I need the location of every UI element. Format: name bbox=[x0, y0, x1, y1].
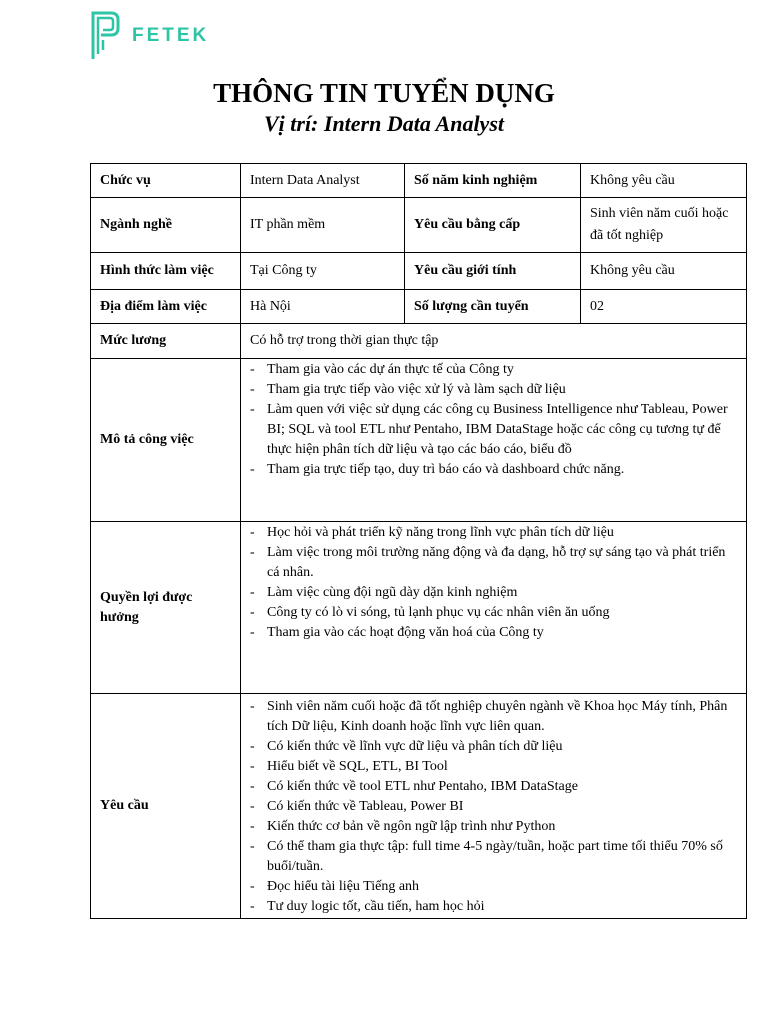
list-item: - Kiến thức cơ bản về ngôn ngữ lập trình như Python bbox=[250, 817, 737, 837]
list-item: - Có kiến thức về tool ETL như Pentaho, IBM DataStage bbox=[250, 777, 737, 797]
job-info-table bbox=[90, 163, 747, 919]
requirements-list bbox=[250, 697, 737, 917]
list-item: - Có kiến thức về lĩnh vực dữ liệu và phân tích dữ liệu bbox=[250, 737, 737, 757]
gender-label: Yêu cầu giới tính bbox=[405, 253, 581, 290]
list-item: - Làm việc trong môi trường năng động và đa dạng, hỗ trợ sự sáng tạo và phát triển cá nhân. bbox=[250, 543, 737, 583]
gender-value: Không yêu cầu bbox=[581, 253, 747, 290]
list-item: - Tư duy logic tốt, cầu tiến, ham học hỏi bbox=[250, 897, 737, 917]
benefits-cell bbox=[241, 522, 747, 694]
page-title: THÔNG TIN TUYỂN DỤNG bbox=[213, 78, 555, 108]
experience-label: Số năm kinh nghiệm bbox=[405, 164, 581, 198]
table-row bbox=[91, 198, 747, 253]
degree-value: Sinh viên năm cuối hoặc đã tốt nghiệp bbox=[581, 198, 747, 253]
salary-value: Có hỗ trợ trong thời gian thực tập bbox=[241, 324, 747, 359]
industry-label: Ngành nghề bbox=[91, 198, 241, 253]
industry-value: IT phần mềm bbox=[241, 198, 405, 253]
headcount-value: 02 bbox=[581, 290, 747, 324]
requirements-label: Yêu cầu bbox=[91, 694, 241, 919]
table-row bbox=[91, 253, 747, 290]
fetek-logo-icon bbox=[90, 10, 120, 62]
position-value: Intern Data Analyst bbox=[241, 164, 405, 198]
salary-label: Mức lương bbox=[91, 324, 241, 359]
list-item: - Có thể tham gia thực tập: full time 4-5 ngày/tuần, hoặc part time tối thiểu 70% số buổi/tuần. bbox=[250, 837, 737, 877]
table-row bbox=[91, 522, 747, 694]
list-item: - Làm quen với việc sử dụng các công cụ Business Intelligence như Tableau, Power BI; SQL và tool ETL như Pentaho, IBM DataStage hoặc các công cụ tương tự để thực hiện phân tích dữ liệu và tạo các báo cáo, biểu đồ bbox=[250, 400, 737, 460]
page-subtitle: Vị trí: Intern Data Analyst bbox=[263, 111, 504, 136]
table-row bbox=[91, 164, 747, 198]
table-row bbox=[91, 324, 747, 359]
list-item: - Công ty có lò vi sóng, tủ lạnh phục vụ các nhân viên ăn uống bbox=[250, 603, 737, 623]
table-row bbox=[91, 359, 747, 522]
list-item: - Học hỏi và phát triển kỹ năng trong lĩnh vực phân tích dữ liệu bbox=[250, 523, 737, 543]
list-item: - Hiểu biết về SQL, ETL, BI Tool bbox=[250, 757, 737, 777]
work-type-value: Tại Công ty bbox=[241, 253, 405, 290]
headcount-label: Số lượng cần tuyển bbox=[405, 290, 581, 324]
benefits-label: Quyền lợi được hưởng bbox=[91, 522, 241, 694]
list-item: - Tham gia vào các hoạt động văn hoá của Công ty bbox=[250, 623, 737, 643]
work-type-label: Hình thức làm việc bbox=[91, 253, 241, 290]
job-description-list bbox=[250, 360, 737, 480]
company-logo bbox=[90, 10, 209, 62]
logo-text: FETEK bbox=[132, 25, 210, 46]
location-value: Hà Nội bbox=[241, 290, 405, 324]
location-label: Địa điểm làm việc bbox=[91, 290, 241, 324]
position-label: Chức vụ bbox=[91, 164, 241, 198]
requirements-cell bbox=[241, 694, 747, 919]
list-item: - Sinh viên năm cuối hoặc đã tốt nghiệp chuyên ngành về Khoa học Máy tính, Phân tích Dữ liệu, Kinh doanh hoặc lĩnh vực liên quan. bbox=[250, 697, 737, 737]
list-item: - Làm việc cùng đội ngũ dày dặn kinh nghiệm bbox=[250, 583, 737, 603]
list-item: - Tham gia trực tiếp tạo, duy trì báo cáo và dashboard chức năng. bbox=[250, 460, 737, 480]
list-item: - Đọc hiểu tài liệu Tiếng anh bbox=[250, 877, 737, 897]
list-item: - Tham gia trực tiếp vào việc xử lý và làm sạch dữ liệu bbox=[250, 380, 737, 400]
table-row bbox=[91, 694, 747, 919]
list-item: - Có kiến thức về Tableau, Power BI bbox=[250, 797, 737, 817]
table-row bbox=[91, 290, 747, 324]
job-description-label: Mô tả công việc bbox=[91, 359, 241, 522]
list-item: - Tham gia vào các dự án thực tế của Công ty bbox=[250, 360, 737, 380]
experience-value: Không yêu cầu bbox=[581, 164, 747, 198]
job-description-cell bbox=[241, 359, 747, 522]
degree-label: Yêu cầu bằng cấp bbox=[405, 198, 581, 253]
benefits-list bbox=[250, 523, 737, 643]
